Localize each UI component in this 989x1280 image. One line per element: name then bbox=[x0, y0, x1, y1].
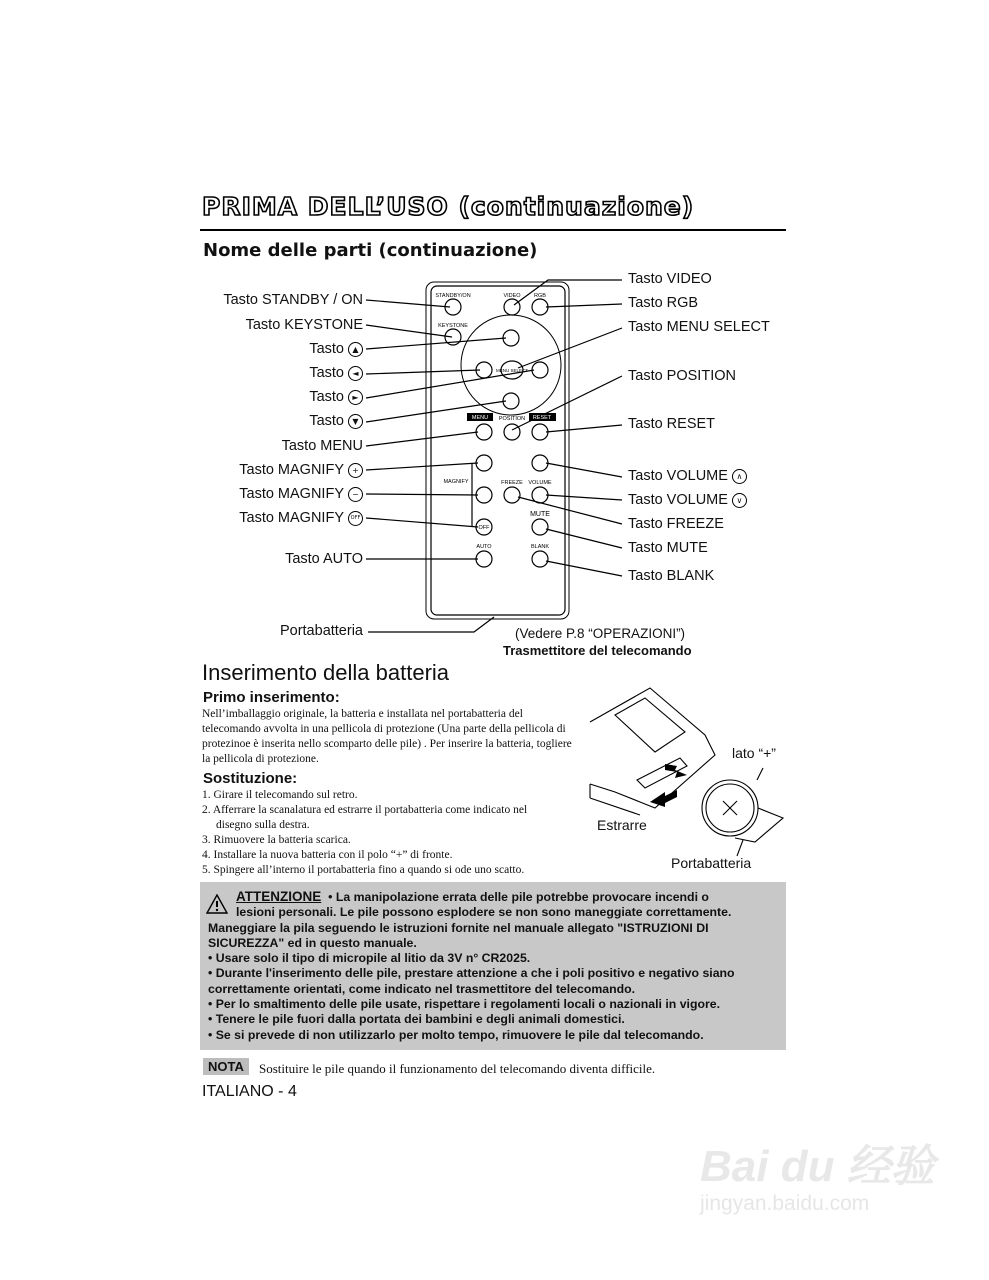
step-4: 4. Installare la nuova batteria con il polo “+” di fronte. bbox=[202, 849, 453, 861]
fig-holder: Portabatteria bbox=[671, 855, 752, 871]
remote-text-freeze: FREEZE bbox=[501, 480, 523, 486]
remote-text-reset: RESET bbox=[532, 415, 552, 421]
step-1: 1. Girare il telecomando sul retro. bbox=[202, 789, 358, 801]
first-insert-text: Nell’imballaggio originale, la batteria e installata nel portabatteria del telecomando avvolta in una pellicola di protezione (Una parte della pellicola di protezinoe è inserita nello scomparto delle pile) . Per inserire la batteria, togliere la pellicola di protezione. bbox=[202, 708, 572, 765]
label-freeze: Tasto FREEZE bbox=[628, 516, 724, 532]
label-blank: Tasto BLANK bbox=[628, 568, 715, 584]
remote-text-volume: VOLUME bbox=[528, 480, 552, 486]
page-footer: ITALIANO - 4 bbox=[202, 1083, 297, 1100]
warning-line-1: • La manipolazione errata delle pile potrebbe provocare incendi o bbox=[328, 890, 709, 904]
caption-remote: Trasmettitore del telecomando bbox=[503, 643, 692, 658]
remote-text-magnify: MAGNIFY bbox=[443, 479, 469, 485]
off-icon: OFF bbox=[348, 511, 363, 526]
label-magnify-plus: Tasto MAGNIFY + bbox=[239, 461, 363, 479]
nota-text: Sostituire le pile quando il funzionamento del telecomando diventa difficile. bbox=[259, 1061, 656, 1076]
volume-up-icon: ∧ bbox=[732, 469, 747, 484]
step-2: 2. Afferrare la scanalatura ed estrarre il portabatteria come indicato nel bbox=[202, 804, 528, 816]
label-keystone: Tasto KEYSTONE bbox=[245, 317, 363, 333]
rgb-button-shape bbox=[532, 299, 548, 315]
label-up: Tasto ▲ bbox=[309, 340, 363, 358]
label-magnify-off: Tasto MAGNIFY OFF bbox=[239, 509, 363, 527]
replacement-steps bbox=[202, 788, 582, 878]
remote-text-standby: STANDBY/ON bbox=[435, 293, 471, 299]
remote-text-off: OFF bbox=[478, 525, 490, 531]
battery-heading: Inserimento della batteria bbox=[202, 660, 450, 685]
baidu-watermark-logo: Bai du 经验 bbox=[700, 1142, 935, 1191]
label-volume-down: Tasto VOLUME ∨ bbox=[628, 491, 747, 509]
label-rgb: Tasto RGB bbox=[628, 295, 699, 311]
remote-text-menu: MENU bbox=[471, 415, 489, 421]
label-menu-select: Tasto MENU SELECT bbox=[628, 319, 770, 335]
down-arrow-icon: ▼ bbox=[348, 414, 363, 429]
warning-line-6: • Durante l'inserimento delle pile, prestare attenzione a che i poli positivo e negativo siano bbox=[208, 966, 735, 981]
replacement-heading: Sostituzione: bbox=[203, 770, 298, 787]
label-down: Tasto ▼ bbox=[309, 412, 363, 430]
label-battery-holder: Portabatteria bbox=[279, 623, 363, 639]
label-standby: Tasto STANDBY / ON bbox=[223, 292, 363, 308]
remote-text-blank: BLANK bbox=[530, 544, 550, 550]
warning-line-4: SICUREZZA" ed in questo manuale. bbox=[208, 935, 417, 950]
warning-line-10: • Se si prevede di non utilizzarlo per molto tempo, rimuovere le pile dal telecomando. bbox=[208, 1027, 704, 1042]
remote-text-mute: MUTE bbox=[530, 511, 550, 518]
fig-extract: Estrarre bbox=[597, 817, 647, 833]
nota-badge: NOTA bbox=[203, 1058, 249, 1075]
label-left: Tasto ◄ bbox=[309, 364, 363, 382]
step-2-cont: disegno sulla destra. bbox=[216, 819, 310, 831]
plus-icon: + bbox=[348, 463, 363, 478]
warning-line-7: correttamente orientati, come indicato nel trasmettitore del telecomando. bbox=[208, 981, 636, 996]
step-5: 5. Spingere all’interno il portabatteria fino a quando si ode uno scatto. bbox=[202, 864, 525, 876]
warning-line-2: lesioni personali. Le pile possono esplodere se non sono maneggiate correttamente. bbox=[236, 905, 732, 920]
label-menu: Tasto MENU bbox=[281, 438, 363, 454]
warning-line-9: • Tenere le pile fuori dalla portata dei bambini e degli animali domestici. bbox=[208, 1012, 625, 1027]
warning-box bbox=[200, 882, 786, 1050]
page-title: PRIMA DELL’USO (continuazione) bbox=[202, 192, 695, 221]
volume-down-icon: ∨ bbox=[732, 493, 747, 508]
battery-figure bbox=[585, 680, 790, 880]
step-3: 3. Rimuovere la batteria scarica. bbox=[202, 834, 351, 846]
label-magnify-minus: Tasto MAGNIFY − bbox=[239, 485, 363, 503]
label-auto: Tasto AUTO bbox=[285, 551, 363, 567]
remote-text-menu-select: MENU SELECT bbox=[495, 368, 529, 373]
label-mute: Tasto MUTE bbox=[628, 540, 708, 556]
warning-line-8: • Per lo smaltimento delle pile usate, rispettare i regolamenti locali o nazionali in vigore. bbox=[208, 997, 721, 1012]
remote-text-position: POSITION bbox=[498, 416, 526, 422]
label-video: Tasto VIDEO bbox=[628, 271, 712, 287]
warning-title: ATTENZIONE bbox=[236, 889, 322, 904]
warning-line-5: • Usare solo il tipo di micropile al litio da 3V n° CR2025. bbox=[208, 951, 531, 966]
up-arrow-icon: ▲ bbox=[348, 342, 363, 357]
remote-text-auto: AUTO bbox=[476, 544, 492, 550]
label-reset: Tasto RESET bbox=[628, 416, 716, 432]
label-right: Tasto ► bbox=[309, 388, 363, 406]
right-arrow-icon: ► bbox=[348, 390, 363, 405]
minus-icon: − bbox=[348, 487, 363, 502]
fig-plus-side: lato “+” bbox=[732, 745, 776, 761]
remote-text-keystone: KEYSTONE bbox=[438, 323, 468, 329]
caption-reference: (Vedere P.8 “OPERAZIONI”) bbox=[515, 626, 686, 641]
label-position: Tasto POSITION bbox=[628, 368, 736, 384]
warning-line-3: Maneggiare la pila seguendo le istruzioni fornite nel manuale allegato "ISTRUZIONI DI bbox=[208, 920, 709, 935]
label-volume-up: Tasto VOLUME ∧ bbox=[628, 467, 747, 485]
baidu-watermark-url: jingyan.baidu.com bbox=[700, 1192, 870, 1215]
section-subtitle: Nome delle parti (continuazione) bbox=[203, 240, 538, 261]
remote-text-video: VIDEO bbox=[503, 293, 521, 299]
first-insert-heading: Primo inserimento: bbox=[203, 689, 340, 706]
remote-text-rgb: RGB bbox=[534, 293, 546, 299]
video-button-shape bbox=[504, 299, 520, 315]
left-arrow-icon: ◄ bbox=[348, 366, 363, 381]
